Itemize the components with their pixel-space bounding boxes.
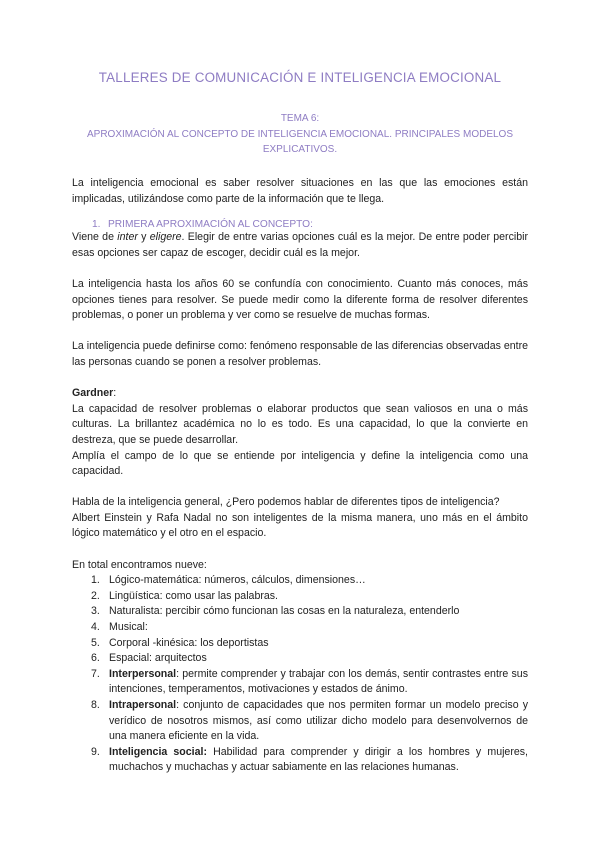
section-1-number: 1. bbox=[92, 219, 101, 231]
list-item-number: 8. bbox=[91, 699, 100, 711]
section-1-heading bbox=[92, 219, 528, 230]
list-item-text: Lingüística: como usar las palabras. bbox=[109, 589, 278, 602]
list-item-body bbox=[109, 620, 528, 636]
list-item-body bbox=[109, 604, 528, 620]
gardner-heading bbox=[72, 386, 528, 402]
list-item-text: Lógico-matemática: números, cálculos, dimensiones… bbox=[109, 574, 366, 587]
p1-text-a: Viene de bbox=[72, 231, 118, 244]
p1-text-b: . Elegir de entre varias opciones cuál es la mejor. De entre poder percibir esas opciones ser capaz de escoger, decidir cuál es la mejor. bbox=[72, 231, 528, 259]
paragraph-general-intelligence: Habla de la inteligencia general, ¿Pero podemos hablar de diferentes tipos de inteligencia? bbox=[72, 496, 500, 509]
list-item-bold: Inteligencia social: bbox=[109, 745, 207, 758]
list-item bbox=[91, 573, 528, 589]
paragraph-gardner-field: Amplía el campo de lo que se entiende por inteligencia y define la inteligencia como una capacidad. bbox=[72, 449, 528, 478]
list-item bbox=[91, 604, 528, 620]
p1-y: y bbox=[137, 231, 150, 244]
list-item bbox=[91, 620, 528, 636]
list-item-number: 3. bbox=[91, 605, 100, 618]
paragraph-definition: La inteligencia puede definirse como: fenómeno responsable de las diferencias observadas entre las personas cuando se ponen a resolver problemas. bbox=[72, 340, 528, 368]
list-item-number: 1. bbox=[91, 574, 100, 587]
tema-label: TEMA 6: bbox=[280, 113, 320, 124]
list-item bbox=[91, 745, 528, 776]
list-item-body bbox=[109, 636, 528, 652]
list-item-text: Corporal -kinésica: los deportistas bbox=[109, 636, 269, 649]
list-item-text: Habilidad para comprender y dirigir a los hombres y mujeres, muchachos y muchachas y actuar sabiamente en las relaciones humanas. bbox=[109, 745, 528, 774]
list-item-text: : permite comprender y trabajar con los demás, sentir contrastes entre sus intenciones, temperamentos, motivaciones y estados de ánimo. bbox=[109, 667, 528, 696]
list-item-bold: Intrapersonal bbox=[109, 699, 177, 711]
list-item-text: : conjunto de capacidades que nos permiten formar un modelo preciso y verídico de nosotros mismos, así como utilizar dicho modelo para desenvolvernos de una manera eficiente en la vida. bbox=[109, 699, 528, 743]
list-item-body bbox=[109, 667, 528, 698]
paragraph-einstein-nadal: Albert Einstein y Rafa Nadal no son inteligentes de la misma manera, uno más en el ámbito lógico matemático y el otro en el espacio. bbox=[72, 511, 528, 540]
list-item bbox=[91, 589, 528, 605]
list-item-text: Espacial: arquitectos bbox=[109, 652, 207, 665]
p1-eligere: eligere bbox=[149, 231, 182, 244]
list-item-body bbox=[109, 698, 528, 745]
list-item-body bbox=[109, 573, 528, 589]
list-item-number: 9. bbox=[91, 745, 100, 758]
list-item-body bbox=[109, 745, 528, 776]
intro-paragraph: La inteligencia emocional es saber resolver situaciones en las que las emociones están implicadas, utilizándose como parte de la información que te llega. bbox=[72, 177, 528, 205]
list-item-number: 6. bbox=[91, 652, 100, 665]
list-item-bold: Interpersonal bbox=[109, 667, 177, 680]
gardner-colon: : bbox=[113, 387, 117, 400]
subtitle-line-2: EXPLICATIVOS. bbox=[262, 144, 338, 155]
list-item bbox=[91, 698, 528, 745]
paragraph-etymology bbox=[72, 230, 528, 261]
list-item bbox=[91, 651, 528, 667]
list-item bbox=[91, 667, 528, 698]
list-item-body bbox=[109, 589, 528, 605]
gardner-label: Gardner bbox=[72, 387, 114, 400]
list-item-number: 5. bbox=[91, 636, 100, 649]
list-item-body bbox=[109, 651, 528, 667]
list-item-text: Musical: bbox=[109, 621, 148, 634]
paragraph-gardner-capacity: La capacidad de resolver problemas o elaborar productos que sean valiosos en una o más culturas. La brillantez académica no lo es todo. Es una capacidad, lo que la convierte en destreza, que se puede desarrollar. bbox=[72, 402, 528, 446]
list-item-text: Naturalista: percibir cómo funcionan las cosas en la naturaleza, entenderlo bbox=[109, 605, 460, 618]
subtitle-line-1: APROXIMACIÓN AL CONCEPTO DE INTELIGENCIA EMOCIONAL. PRINCIPALES MODELOS bbox=[86, 129, 514, 140]
intelligence-types-list bbox=[72, 573, 528, 776]
section-1-title: PRIMERA APROXIMACIÓN AL CONCEPTO: bbox=[108, 219, 313, 231]
document-title: TALLERES DE COMUNICACIÓN E INTELIGENCIA EMOCIONAL bbox=[98, 70, 502, 85]
list-item bbox=[91, 636, 528, 652]
list-item-number: 4. bbox=[91, 621, 100, 634]
list-item-number: 2. bbox=[91, 589, 100, 602]
list-intro: En total encontramos nueve: bbox=[72, 558, 207, 571]
p1-inter: inter bbox=[117, 231, 138, 244]
paragraph-history: La inteligencia hasta los años 60 se confundía con conocimiento. Cuanto más conoces, más opciones tienes para resolver. Se puede medir como la diferente forma de resolver diferentes problemas, o poner un problema y ver como se resuelve de muchas formas. bbox=[72, 277, 528, 322]
list-item-number: 7. bbox=[91, 667, 100, 680]
